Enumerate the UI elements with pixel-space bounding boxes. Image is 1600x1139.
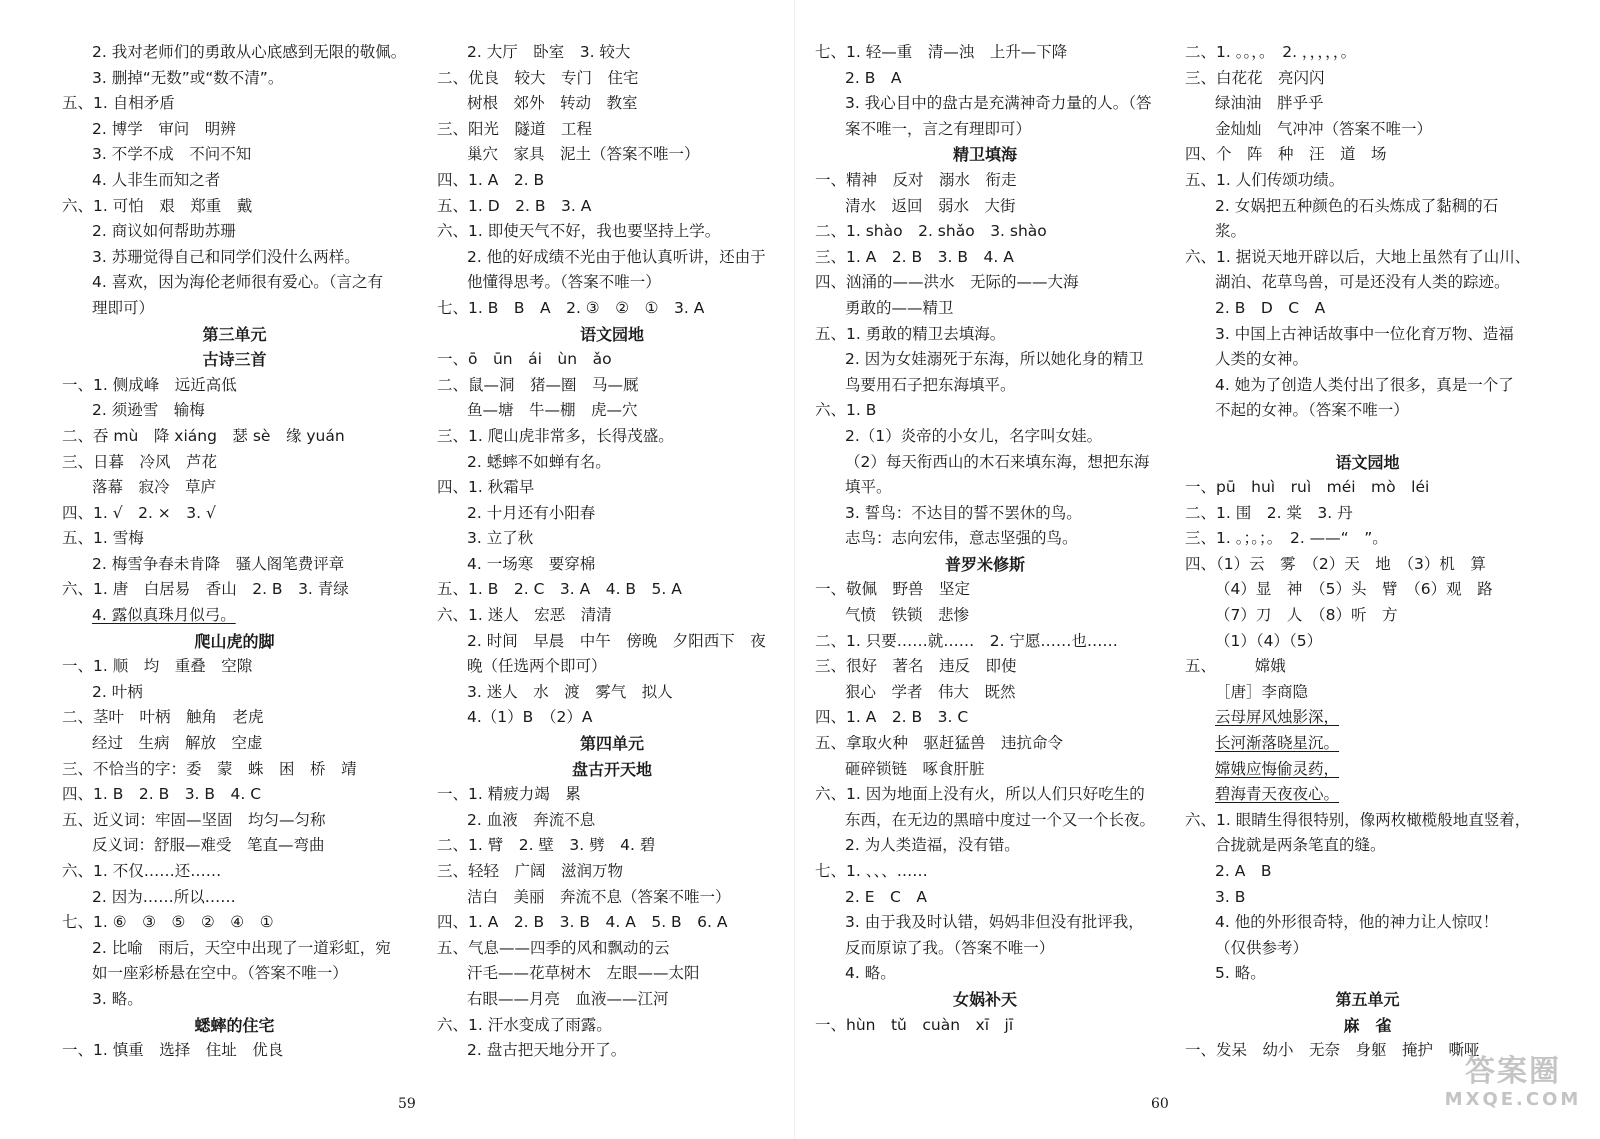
question-line: 二、1. 臂 2. 壁 3. 劈 4. 碧	[437, 836, 656, 855]
answer-line: 他懂得思考。（答案不唯一）	[467, 273, 661, 292]
answer-line: 人类的女神。	[1215, 350, 1309, 369]
answer-line: 3. 略。	[92, 989, 143, 1008]
answer-line: 鸟要用石子把东海填平。	[845, 375, 1016, 394]
answer-line: 2. 十月还有小阳春	[467, 503, 596, 522]
answer-line: 浆。	[1215, 222, 1247, 241]
blank-line	[1185, 424, 1550, 450]
question-line: 一、pū huì ruì méi mò léi	[1185, 478, 1430, 497]
answer-line: 3. 不学不成 不问不知	[92, 145, 252, 164]
question-line: 二、吞 mù 降 xiáng 瑟 sè 缘 yuán	[62, 426, 345, 445]
answer-line: 2. 叶柄	[92, 682, 143, 701]
answer-line: 3. 誓鸟：不达目的誓不罢休的鸟。	[845, 503, 1082, 522]
question-line: 七、1. 、、、……	[815, 862, 928, 880]
answer-line: 如一座彩桥悬在空中。（答案不唯一）	[92, 964, 348, 983]
answer-line: 志鸟：志向宏伟，意志坚强的鸟。	[845, 529, 1078, 548]
question-line: 三、白花花 亮闪闪	[1185, 68, 1325, 87]
section-heading: 古诗三首	[202, 350, 267, 370]
question-line: 一、发呆 幼小 无奈 身躯 掩护 嘶哑	[1185, 1041, 1480, 1060]
question-line: 五、1. 自相矛盾	[62, 94, 175, 113]
question-line: 一、1. 顺 均 重叠 空隙	[62, 657, 253, 676]
answer-line: （7）刀 人 （8）听 方	[1215, 606, 1398, 625]
section-heading: 第四单元	[579, 734, 644, 754]
question-line: 六、1. 不仅……还……	[62, 862, 222, 880]
answer-line: 湖泊、花草鸟兽，可是还没有人类的踪迹。	[1215, 273, 1510, 292]
question-line: 二、1. 。。，。 2. ，，，，，。	[1185, 43, 1357, 61]
question-line: 二、1. 只要……就…… 2. 宁愿……也……	[815, 631, 1118, 650]
answer-line: 2. A B	[1215, 862, 1272, 880]
answer-line: （1）（4）（5）	[1215, 631, 1323, 650]
question-line: 五、 嫦娥	[1185, 657, 1286, 676]
answer-line: 汗毛——花草树木 左眼——太阳	[467, 964, 700, 983]
question-line: 五、1. B 2. C 3. A 4. B 5. A	[437, 580, 682, 599]
question-line: 六、1. 即使天气不好，我也要坚持上学。	[437, 222, 721, 241]
question-line: 七、1. ⑥ ③ ⑤ ② ④ ①	[62, 913, 274, 932]
right-page-column-1	[815, 40, 1155, 1038]
section-heading: 爬山虎的脚	[194, 631, 275, 651]
question-line: 六、1. 唐 白居易 香山 2. B 3. 青绿	[62, 580, 349, 599]
question-line: 四、1. 秋霜早	[437, 478, 535, 497]
answer-line: 4. 他的外形很奇特，他的神力让人惊叹！	[1215, 913, 1499, 932]
underlined-answer-line	[1185, 731, 1550, 757]
left-page-column-1	[62, 40, 407, 1064]
answer-line: 2. 商议如何帮助苏珊	[92, 222, 236, 241]
answer-line: 2. 博学 审问 明辨	[92, 119, 236, 138]
answer-line: 填平。	[845, 478, 892, 497]
question-line: 一、1. 慎重 选择 住址 优良	[62, 1041, 284, 1060]
answer-line: 案不唯一，言之有理即可）	[845, 119, 1032, 138]
answer-line: 2. 血液 奔流不息	[467, 810, 596, 829]
question-line: 五、近义词：牢固—坚固 均匀—匀称	[62, 810, 326, 829]
question-line: 三、很好 著名 违反 即使	[815, 657, 1017, 676]
question-line: 三、1. 爬山虎非常多，长得茂盛。	[437, 426, 674, 445]
answer-line: ［唐］李商隐	[1215, 682, 1309, 701]
answer-line: 2. 他的好成绩不光由于他认真听讲，还由于	[467, 247, 766, 266]
question-line: 五、气息——四季的风和飘动的云	[437, 938, 670, 957]
question-line: 一、1. 侧成峰 远近高低	[62, 375, 237, 394]
page-gutter	[794, 0, 795, 1139]
watermark-url: MXQE.COM	[1444, 1089, 1582, 1110]
answer-line: 4.（1）B （2）A	[467, 708, 593, 727]
answer-line: 清水 返回 弱水 大街	[845, 196, 1016, 215]
question-line: 五、1. 勇敢的精卫去填海。	[815, 324, 1006, 343]
page-number-right: 60	[1151, 1096, 1169, 1112]
answer-line: 5. 略。	[1215, 964, 1266, 983]
section-heading: 蟋蟀的住宅	[194, 1015, 275, 1035]
answer-line: 洁白 美丽 奔流不息（答案不唯一）	[467, 887, 731, 906]
question-line: 五、1. 雪梅	[62, 529, 144, 548]
answer-line: 经过 生病 解放 空虚	[92, 734, 263, 753]
left-page-column-2	[437, 40, 787, 1064]
question-line: 一、1. 精疲力竭 累	[437, 785, 581, 804]
section-heading: 盘古开天地	[571, 759, 652, 779]
underlined-text: 碧海青天夜夜心。	[1215, 785, 1340, 804]
question-line: 三、轻轻 广阔 滋润万物	[437, 862, 624, 880]
question-line: 四、汹涌的——洪水 无际的——大海	[815, 273, 1079, 292]
underlined-text: 云母屏风烛影深，	[1215, 708, 1340, 727]
answer-line: 2. 须逊雪 输梅	[92, 401, 205, 420]
answer-line: 反义词：舒服—难受 笔直—弯曲	[92, 836, 325, 855]
question-line: 二、茎叶 叶柄 触角 老虎	[62, 708, 264, 727]
question-line: 一、敬佩 野兽 坚定	[815, 580, 971, 599]
answer-line: 4. 她为了创造人类付出了很多，真是一个了	[1215, 375, 1514, 394]
question-line: 三、1. A 2. B 3. B 4. A	[815, 247, 1014, 266]
underlined-text: 长河渐落晓星沉。	[1215, 734, 1340, 753]
question-line: 六、1. 据说天地开辟以后，大地上虽然有了山川、	[1185, 247, 1531, 266]
answer-line: 2. 我对老师们的勇敢从心底感到无限的敬佩。	[92, 43, 407, 61]
answer-line: 不起的女神。（答案不唯一）	[1215, 401, 1409, 420]
question-line: 四、1. √ 2. × 3. √	[62, 503, 216, 522]
answer-line: 巢穴 家具 泥土（答案不唯一）	[467, 145, 700, 164]
answer-line: 合拢就是两条笔直的缝。	[1215, 836, 1386, 855]
section-heading: 第五单元	[1335, 989, 1400, 1009]
question-line: 一、ō ūn ái ùn ǎo	[437, 350, 612, 369]
answer-line: 2. B D C A	[1215, 298, 1326, 317]
answer-line: 绿油油 胖乎乎	[1215, 94, 1324, 113]
underlined-answer-line	[1185, 782, 1550, 808]
question-line: 二、鼠—洞 猪—圈 马—厩	[437, 375, 639, 394]
answer-line: （2）每天衔西山的木石来填东海，想把东海	[845, 452, 1150, 471]
answer-line: 3. 删掉“无数”或“数不清”。	[92, 68, 284, 87]
answer-line: 2. 梅雪争春未肯降 骚人阁笔费评章	[92, 554, 345, 573]
question-line: 五、1. 人们传颂功绩。	[1185, 170, 1345, 189]
answer-line: 3. B	[1215, 887, 1246, 906]
answer-line: 2.（1）炎帝的小女儿，名字叫女娃。	[845, 426, 1103, 445]
question-line: 四、1. A 2. B	[437, 170, 545, 189]
question-line: 五、拿取火种 驱赶猛兽 违抗命令	[815, 734, 1064, 753]
watermark-logo	[1438, 1055, 1588, 1117]
answer-line: 4. 喜欢，因为海伦老师很有爱心。（言之有	[92, 273, 383, 292]
answer-line: 金灿灿 气冲冲（答案不唯一）	[1215, 119, 1433, 138]
question-line: 二、1. shào 2. shǎo 3. shào	[815, 222, 1047, 241]
section-heading: 语文园地	[1335, 452, 1400, 472]
section-heading: 女娲补天	[952, 989, 1017, 1009]
question-line: 四、（1）云 雾 （2）天 地 （3）机 算	[1185, 554, 1486, 573]
answer-line: 2. 因为女娃溺死于东海，所以她化身的精卫	[845, 350, 1144, 369]
answer-line: 落幕 寂冷 草庐	[92, 478, 217, 497]
answer-line: 右眼——月亮 血液——江河	[467, 989, 669, 1008]
answer-line: 鱼—塘 牛—棚 虎—穴	[467, 401, 638, 420]
question-line: 六、1. 眼睛生得很特别，像两枚橄榄般地直竖着，	[1185, 810, 1531, 829]
answer-line: 2. 因为……所以……	[92, 887, 236, 906]
question-line: 三、日暮 冷风 芦花	[62, 452, 218, 471]
section-heading: 麻 雀	[1343, 1015, 1392, 1035]
underlined-answer-line	[1185, 757, 1550, 783]
question-line: 六、1. B	[815, 401, 877, 420]
left-page	[0, 0, 790, 1139]
answer-line: 狠心 学者 伟大 既然	[845, 682, 1016, 701]
question-line: 七、1. B B A 2. ③ ② ① 3. A	[437, 298, 705, 317]
answer-line: 2. 女娲把五种颜色的石头炼成了黏稠的石	[1215, 196, 1499, 215]
answer-line: 树根 郊外 转动 教室	[467, 94, 638, 113]
answer-line: 晚（任选两个即可）	[467, 657, 607, 676]
answer-line: 3. 中国上古神话故事中一位化育万物、造福	[1215, 324, 1514, 343]
question-line: 六、1. 可怕 艰 郑重 戴	[62, 196, 253, 215]
answer-line: （仅供参考）	[1215, 938, 1309, 957]
answer-line: 气愤 铁锁 悲惨	[845, 606, 970, 625]
question-line: 四、1. B 2. B 3. B 4. C	[62, 785, 262, 804]
section-heading: 语文园地	[579, 324, 644, 344]
question-line: 一、hùn tǔ cuàn xī jī	[815, 1015, 1014, 1034]
answer-line: 2. E C A	[845, 887, 927, 906]
question-line: 三、1. 。；。；。 2. ——“ ”。	[1185, 529, 1388, 548]
question-line: 六、1. 因为地面上没有火，所以人们只好吃生的	[815, 785, 1145, 804]
question-line: 二、1. 围 2. 棠 3. 丹	[1185, 503, 1353, 522]
section-heading: 普罗米修斯	[944, 554, 1025, 574]
question-line: 五、1. D 2. B 3. A	[437, 196, 592, 215]
section-heading: 第三单元	[202, 324, 267, 344]
answer-line: 2. 大厅 卧室 3. 较大	[467, 43, 631, 61]
question-line: 六、1. 迷人 宏恶 清清	[437, 606, 612, 625]
answer-line: 2. 为人类造福，没有错。	[845, 836, 1020, 855]
answer-line: 3. 由于我及时认错，妈妈非但没有批评我，	[845, 913, 1144, 932]
underlined-text: 4. 露似真珠月似弓。	[92, 606, 236, 625]
answer-line: 2. 蟋蟀不如蝉有名。	[467, 452, 611, 471]
answer-line: 3. 我心目中的盘古是充满神奇力量的人。（答	[845, 94, 1152, 113]
answer-line: 3. 立了秋	[467, 529, 534, 548]
right-page-column-2	[1185, 40, 1550, 1064]
question-line: 六、1. 汗水变成了雨露。	[437, 1015, 612, 1034]
answer-line: 2. 盘古把天地分开了。	[467, 1041, 627, 1060]
underlined-answer-line	[1185, 705, 1550, 731]
question-line: 一、精神 反对 溺水 衔走	[815, 170, 1017, 189]
answer-line: 4. 略。	[845, 964, 896, 983]
answer-line: 东西，在无边的黑暗中度过一个又一个长夜。	[845, 810, 1156, 829]
question-line: 四、1. A 2. B 3. C	[815, 708, 969, 727]
question-line: 二、优良 较大 专门 住宅	[437, 68, 639, 87]
answer-line: 2. B A	[845, 68, 902, 87]
right-page	[800, 0, 1600, 1139]
question-line: 四、1. A 2. B 3. B 4. A 5. B 6. A	[437, 913, 728, 932]
answer-line: 2. 比喻 雨后，天空中出现了一道彩虹，宛	[92, 938, 391, 957]
answer-line: 勇敢的——精卫	[845, 298, 954, 317]
answer-line: 3. 苏珊觉得自己和同学们没什么两样。	[92, 247, 360, 266]
page-number-left: 59	[398, 1096, 416, 1112]
answer-line: 理即可）	[92, 298, 155, 317]
question-line: 三、阳光 隧道 工程	[437, 119, 593, 138]
answer-line: 2. 时间 早晨 中午 傍晚 夕阳西下 夜	[467, 631, 766, 650]
underlined-text: 嫦娥应悔偷灵药，	[1215, 759, 1340, 778]
answer-line: 反而原谅了我。（答案不唯一）	[845, 938, 1055, 957]
answer-line: 4. 人非生而知之者	[92, 170, 221, 189]
watermark-title: 答案圈	[1465, 1054, 1561, 1089]
question-line: 七、1. 轻—重 清—浊 上升—下降	[815, 43, 1068, 61]
section-heading: 精卫填海	[952, 145, 1017, 165]
answer-line: （4）显 神 （5）头 臂 （6）观 路	[1215, 580, 1493, 599]
underlined-answer-line	[62, 603, 407, 629]
question-line: 三、不恰当的字：委 蒙 蛛 困 桥 靖	[62, 759, 357, 778]
answer-line: 3. 迷人 水 渡 雾气 拟人	[467, 682, 673, 701]
answer-line: 砸碎锁链 啄食肝脏	[845, 759, 985, 778]
answer-line: 4. 一场寒 要穿棉	[467, 554, 596, 573]
question-line: 四、个 阵 种 汪 道 场	[1185, 145, 1387, 164]
